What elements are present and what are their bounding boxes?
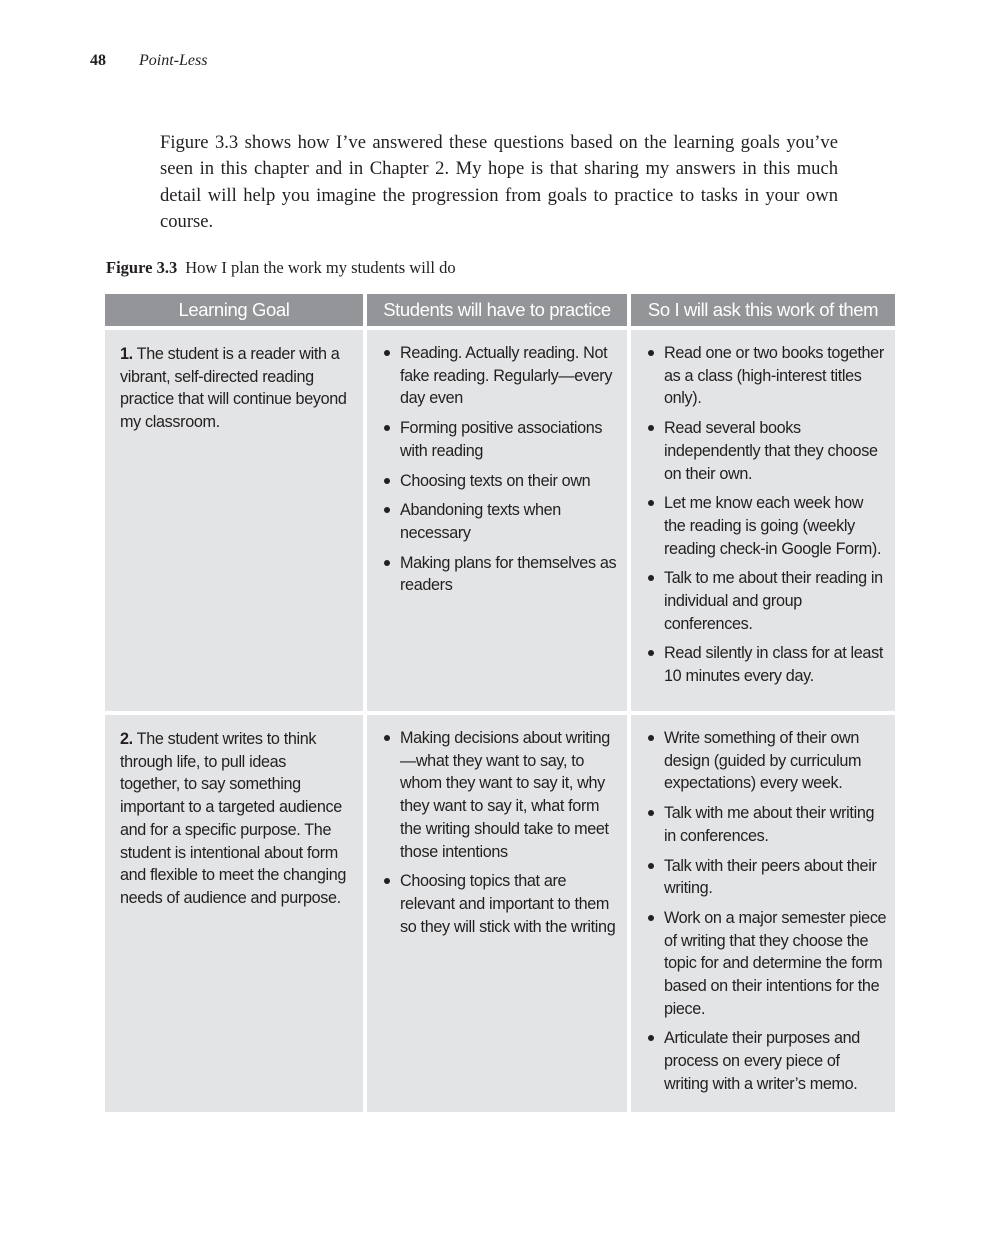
work-item-text: Articulate their purposes and process on every piece of writing with a writer’s memo. [664,1029,860,1093]
learning-goal-cell [105,326,367,711]
figure-title: How I plan the work my students will do [185,258,456,277]
page-number: 48 [90,52,106,69]
practice-item-text: Reading. Actually reading. Not fake reading. Regularly—every day even [400,344,613,408]
work-list [645,727,887,1096]
table-header-row [105,294,895,326]
practice-cell [367,326,631,711]
bullet-icon [384,350,390,356]
work-item [645,802,887,847]
work-item-text: Read several books independently that they choose on their own. [664,419,878,483]
figure-label: Figure 3.3 [106,258,178,277]
bullet-icon [648,425,654,431]
work-item [645,567,887,635]
work-item-text: Talk to me about their reading in individual and group conferences. [664,569,883,633]
bullet-icon [384,878,390,884]
practice-item [381,499,619,544]
work-cell [631,711,895,1112]
work-item-text: Talk with me about their writing in conferences. [664,804,875,845]
goal-number: 2. [120,730,133,748]
table-row [105,711,895,1112]
practice-item-text: Making plans for themselves as readers [400,553,617,595]
practice-cell [367,711,631,1112]
practice-item-text: Abandoning texts when necessary [400,501,561,542]
practice-item [381,552,619,597]
header-work: So I will ask this work of them [631,294,895,326]
bullet-icon [648,810,654,816]
book-title: Point-Less [139,52,208,69]
work-item-text: Talk with their peers about their writing. [664,856,877,898]
header-practice: Students will have to practice [367,294,631,326]
practice-list [381,342,619,597]
work-item [645,342,887,410]
goal-text: The student writes to think through life, to pull ideas together, to say something important to a targeted audience and for a specific purpose. The student is intentional about form and flexible to meet the changing needs of audience and purpose. [120,730,347,907]
practice-item [381,470,619,493]
work-item-text: Read silently in class for at least 10 minutes every day. [664,644,883,686]
work-cell [631,326,895,711]
bullet-icon [648,350,654,356]
bullet-icon [384,425,390,431]
bullet-icon [648,500,654,506]
goal-text: The student is a reader with a vibrant, self-directed reading practice that will continue beyond my classroom. [120,345,347,432]
bullet-icon [648,863,654,869]
table-row [105,326,895,711]
bullet-icon [384,507,390,513]
practice-item [381,870,619,938]
practice-item [381,727,619,863]
learning-goal-cell [105,711,367,1112]
work-item-text: Work on a major semester piece of writing that they choose the topic for and determine the form based on their intentions for the piece. [664,908,887,1018]
work-item [645,1027,887,1095]
bullet-icon [648,575,654,581]
work-item [645,642,887,687]
work-item-text: Let me know each week how the reading is going (weekly reading check-in Google Form). [664,494,882,558]
practice-item [381,417,619,462]
bullet-icon [384,478,390,484]
bullet-icon [648,735,654,741]
work-item [645,907,887,1021]
work-list [645,342,887,688]
practice-list [381,727,619,938]
body-paragraph: Figure 3.3 shows how I’ve answered these questions based on the learning goals you’ve seen in this chapter and in Chapter 2. My hope is that sharing my answers in this much detail will help you imagine the progression from goals to practice to tasks in your own course. [160,132,838,232]
bullet-icon [384,560,390,566]
practice-item [381,342,619,410]
header-learning-goal: Learning Goal [105,294,367,326]
bullet-icon [648,650,654,656]
figure-caption [106,258,456,278]
practice-item-text: Forming positive associations with reading [400,419,603,460]
practice-item-text: Making decisions about writing—what they want to say, to whom they want to say it, why they want to say it, what form the writing should take to meet those intentions [400,729,610,861]
bullet-icon [648,1035,654,1041]
figure-table [105,294,895,1112]
practice-item-text: Choosing texts on their own [400,471,591,490]
work-item-text: Read one or two books together as a class (high-interest titles only). [664,344,884,408]
bullet-icon [384,735,390,741]
bullet-icon [648,915,654,921]
goal-number: 1. [120,345,133,363]
practice-item-text: Choosing topics that are relevant and important to them so they will stick with the writing [400,872,616,936]
work-item [645,492,887,560]
work-item [645,417,887,485]
work-item [645,727,887,795]
work-item-text: Write something of their own design (guided by curriculum expectations) every week. [664,729,862,793]
work-item [645,855,887,900]
running-head [90,52,207,70]
